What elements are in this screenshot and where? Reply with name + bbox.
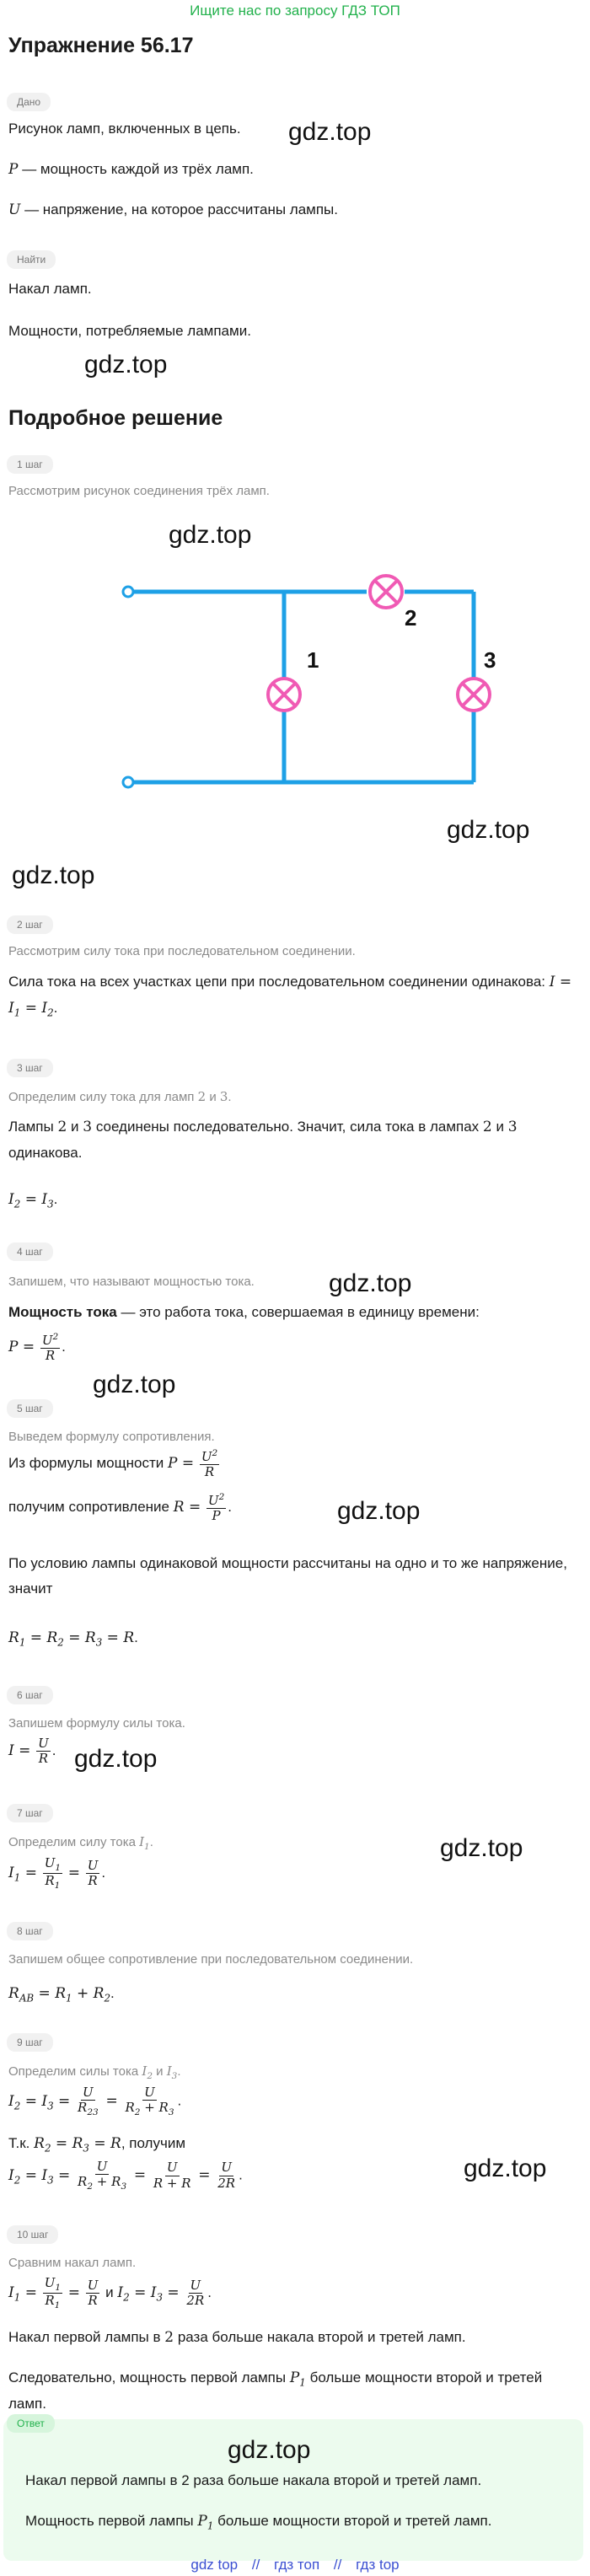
step-8-text: Запишем общее сопротивление при последовательном соединении. xyxy=(8,1952,414,1967)
find-line-2: Мощности, потребляемые лампами. xyxy=(8,323,251,339)
step-5-body-3: По условию лампы одинаковой мощности рассчитаны на одно и то же напряжение, значит xyxy=(8,1555,567,1597)
step-3-text: Определим силу тока для ламп 2 и 3. xyxy=(8,1089,232,1104)
watermark: gdz.top xyxy=(84,351,168,378)
step-8-formula: $R_{AB} = R_1 + R_2$. xyxy=(8,1985,115,2004)
lamp-1-label: 1 xyxy=(307,647,319,673)
find-badge: Найти xyxy=(7,250,56,269)
given-badge: Дано xyxy=(7,93,51,111)
step-1-badge: 1 шаг xyxy=(7,455,53,474)
step-5-text: Выведем формулу сопротивления. xyxy=(8,1430,215,1444)
step-10-text: Сравним накал ламп. xyxy=(8,2256,137,2270)
watermark: gdz.top xyxy=(329,1269,412,1297)
footer-link-3[interactable]: гдз top xyxy=(356,2557,400,2573)
watermark: gdz.top xyxy=(12,861,95,889)
step-7-formula: $I_1$ = $\frac{U_1}{R_1}$ = $\frac{U}{R}$ . xyxy=(8,1855,106,1892)
step-5-body-2: получим сопротивление R = $\frac{U^2}{P}$ . xyxy=(8,1492,232,1524)
step-10-badge: 10 шаг xyxy=(7,2225,58,2244)
step-9-condition: Т.к. $R_2 = R_3 = R$, получим xyxy=(8,2135,186,2155)
watermark: gdz.top xyxy=(440,1834,523,1862)
step-9-text: Определим силы тока $I_2$ и $I_3$. xyxy=(8,2063,181,2081)
circuit-diagram xyxy=(0,556,590,809)
watermark: gdz.top xyxy=(464,2155,547,2182)
footer-link-1[interactable]: gdz top xyxy=(190,2557,239,2573)
watermark: gdz.top xyxy=(228,2436,311,2464)
step-7-badge: 7 шаг xyxy=(7,1804,53,1822)
step-4-body: Мощность тока — это работа тока, совершаемая в единицу времени: xyxy=(8,1304,480,1320)
answer-badge: Ответ xyxy=(7,2414,55,2433)
given-line-1: Рисунок ламп, включенных в цепь. xyxy=(8,121,241,137)
top-banner[interactable]: Ищите нас по запросу ГДЗ ТОП xyxy=(190,3,400,19)
step-1-text: Рассмотрим рисунок соединения трёх ламп. xyxy=(8,484,270,498)
step-2-badge: 2 шаг xyxy=(7,915,53,934)
watermark: gdz.top xyxy=(447,816,530,844)
given-line-3: U — напряжение, на которое рассчитаны лампы. xyxy=(8,201,338,218)
step-9-formula-2: $I_2 = I_3$ = $\frac{U}{R_2 + R_3}$ = $\frac{U}{R + R}$ = $\frac{U}{2R}$ . xyxy=(8,2159,243,2192)
step-9-formula-1: $I_2 = I_3$ = $\frac{U}{R_{23}}$ = $\frac{U}{R_2 + R_3}$ . xyxy=(8,2085,182,2118)
step-5-formula: $R_1 = R_2 = R_3 = R$. xyxy=(8,1629,138,1649)
step-6-text: Запишем формулу силы тока. xyxy=(8,1716,185,1731)
step-6-formula: I = $\frac{U}{R}$ . xyxy=(8,1736,56,1767)
terminal-bottom xyxy=(123,777,133,787)
step-3-badge: 3 шаг xyxy=(7,1059,53,1077)
step-9-badge: 9 шаг xyxy=(7,2033,53,2052)
lamp-3-icon xyxy=(458,679,490,711)
step-5-badge: 5 шаг xyxy=(7,1399,53,1418)
step-4-formula: P = $\frac{U^2}{R}$ . xyxy=(8,1332,66,1364)
given-line-2: P — мощность каждой из трёх ламп. xyxy=(8,161,254,178)
lamp-2-label: 2 xyxy=(405,605,417,631)
step-4-badge: 4 шаг xyxy=(7,1242,53,1261)
step-7-text: Определим силу тока $I_1$. xyxy=(8,1834,153,1852)
step-4-text: Запишем, что называют мощностью тока. xyxy=(8,1275,255,1289)
footer-link-2[interactable]: гдз топ xyxy=(274,2557,320,2573)
footer-links xyxy=(0,2554,590,2576)
step-10-formula: $I_1$ = $\frac{U_1}{R_1}$ = $\frac{U}{R}$ и $I_2 = I_3$ = $\frac{U}{2R}$ . xyxy=(8,2275,212,2311)
watermark: gdz.top xyxy=(93,1371,176,1398)
footer-separator: // xyxy=(333,2557,342,2573)
watermark: gdz.top xyxy=(337,1497,421,1525)
lamp-1-icon xyxy=(268,679,300,711)
terminal-top xyxy=(123,587,133,597)
watermark: gdz.top xyxy=(74,1745,158,1773)
watermark: gdz.top xyxy=(169,521,252,549)
step-10-body-2: Следовательно, мощность первой лампы $P_1$ больше мощности второй и третей ламп. xyxy=(8,2369,543,2412)
step-3-body: Лампы 2 и 3 соединены последовательно. Значит, сила тока в лампах 2 и 3 одинакова. xyxy=(8,1119,518,1161)
solution-title: Подробное решение xyxy=(8,406,223,430)
lamp-3-label: 3 xyxy=(484,647,496,673)
footer-separator: // xyxy=(251,2557,260,2573)
find-line-1: Накал ламп. xyxy=(8,281,92,297)
step-6-badge: 6 шаг xyxy=(7,1686,53,1704)
step-2-text: Рассмотрим силу тока при последовательном соединении. xyxy=(8,944,356,958)
watermark: gdz.top xyxy=(288,118,372,146)
step-10-body-1: Накал первой лампы в 2 раза больше накала второй и третей ламп. xyxy=(8,2329,466,2346)
page-title: Упражнение 56.17 xyxy=(8,34,194,57)
step-5-body-1: Из формулы мощности P = $\frac{U^2}{R}$ xyxy=(8,1448,218,1480)
step-8-badge: 8 шаг xyxy=(7,1922,53,1940)
lamp-2-icon xyxy=(370,576,402,608)
answer-line-2: Мощность первой лампы $P_1$ больше мощности второй и третей ламп. xyxy=(25,2513,492,2532)
step-2-body: Сила тока на всех участках цепи при последовательном соединении одинакова: $I = I_1 = I_2$. xyxy=(8,974,572,1019)
answer-line-1: Накал первой лампы в 2 раза больше накала второй и третей ламп. xyxy=(25,2472,482,2488)
step-3-formula: $I_2 = I_3$. xyxy=(8,1191,58,1210)
